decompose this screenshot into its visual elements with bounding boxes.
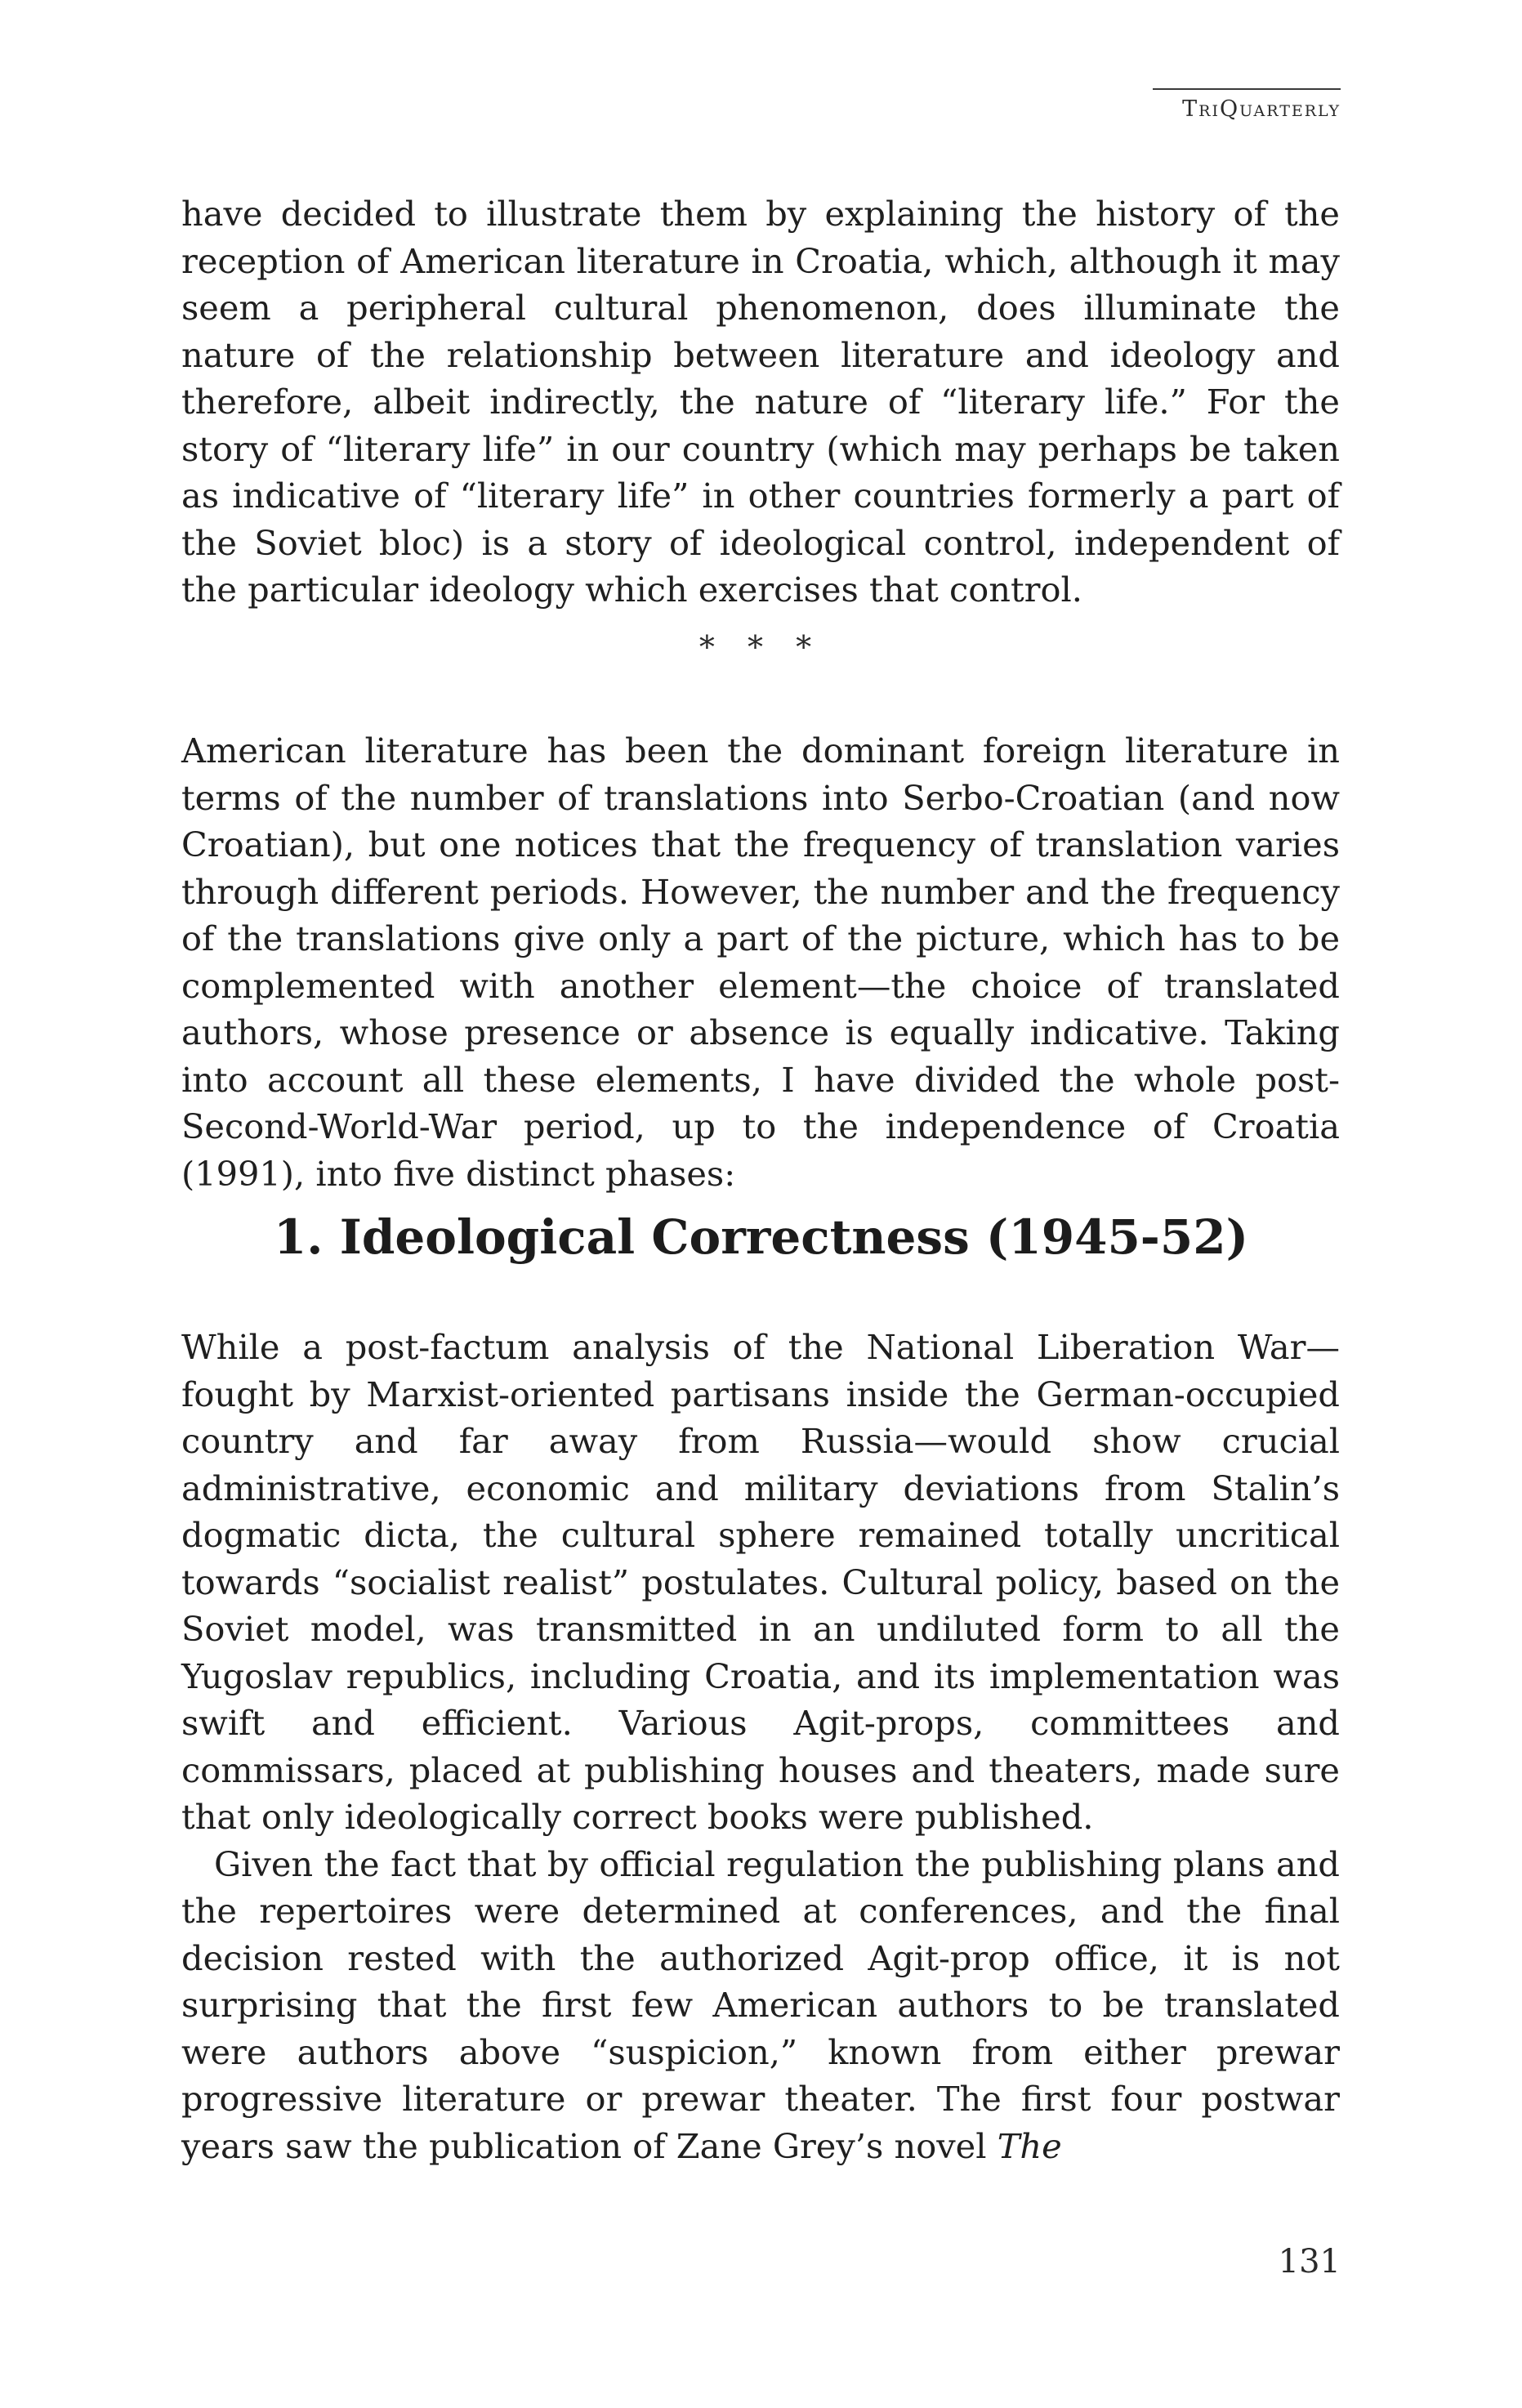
overview-paragraph-block [181, 727, 1340, 1197]
intro-paragraph: have decided to illustrate them by explaining the history of the reception of American literature in Croatia, which, although it may seem a peripheral cultural phenomenon, does illuminate the nature of the relationship between literature and ideology and therefore, albeit indirectly, the nature of “literary life.” For the story of “literary life” in our country (which may perhaps be taken as indicative of “literary life” in other countries formerly a part of the Soviet bloc) is a story of ideological control, independent of the particular ideology which exercises that control. [181, 194, 1340, 610]
section-paragraph-2 [181, 1841, 1340, 2170]
running-head-rule [1153, 88, 1341, 90]
section-paragraph-2-text: Given the fact that by official regulation the publishing plans and the repertoires were determined at conferences, and the final decision rested with the authorized Agit-prop office, it is not surprising that the first few American authors to be translated were authors above “suspicion,” known from either prewar progressive literature or prewar theater. The first four postwar years saw the publication of Zane Grey’s novel [181, 1843, 1340, 2166]
section-paragraph-1: While a post-factum analysis of the National Liberation War—fought by Marxist-oriented partisans inside the German-occupied country and far away from Russia—would show crucial administrative, economic and military deviations from Stalin’s dogmatic dicta, the cultural sphere remained totally uncritical towards “socialist realist” postulates. Cultural policy, based on the Soviet model, was transmitted in an undiluted form to all the Yugoslav republics, including Croatia, and its implementation was swift and efficient. Various Agit-props, committees and commissars, placed at publishing houses and theaters, made sure that only ideologically correct books were published. [181, 1327, 1340, 1837]
book-title-italic: The [997, 2125, 1062, 2166]
overview-paragraph: American literature has been the dominant foreign literature in terms of the number of translations into Serbo-Croatian (and now Croatian), but one notices that the frequency of translation varies through different periods. However, the number and the frequency of the translations give only a part of the picture, which has to be complemented with another element—the choice of translated authors, whose presence or absence is equally indicative. Taking into account all these elements, I have divided the whole post-Second-World-War period, up to the independence of Croatia (1991), into five distinct phases: [181, 730, 1340, 1194]
page-number: 131 [1278, 2243, 1341, 2281]
section-heading: 1. Ideological Correctness (1945-52) [273, 1209, 1249, 1265]
section-body [181, 1324, 1340, 2169]
running-head: TriQuarterly [1182, 96, 1341, 122]
section-separator-asterism: * * * [699, 629, 823, 665]
intro-paragraph-block [181, 190, 1340, 614]
